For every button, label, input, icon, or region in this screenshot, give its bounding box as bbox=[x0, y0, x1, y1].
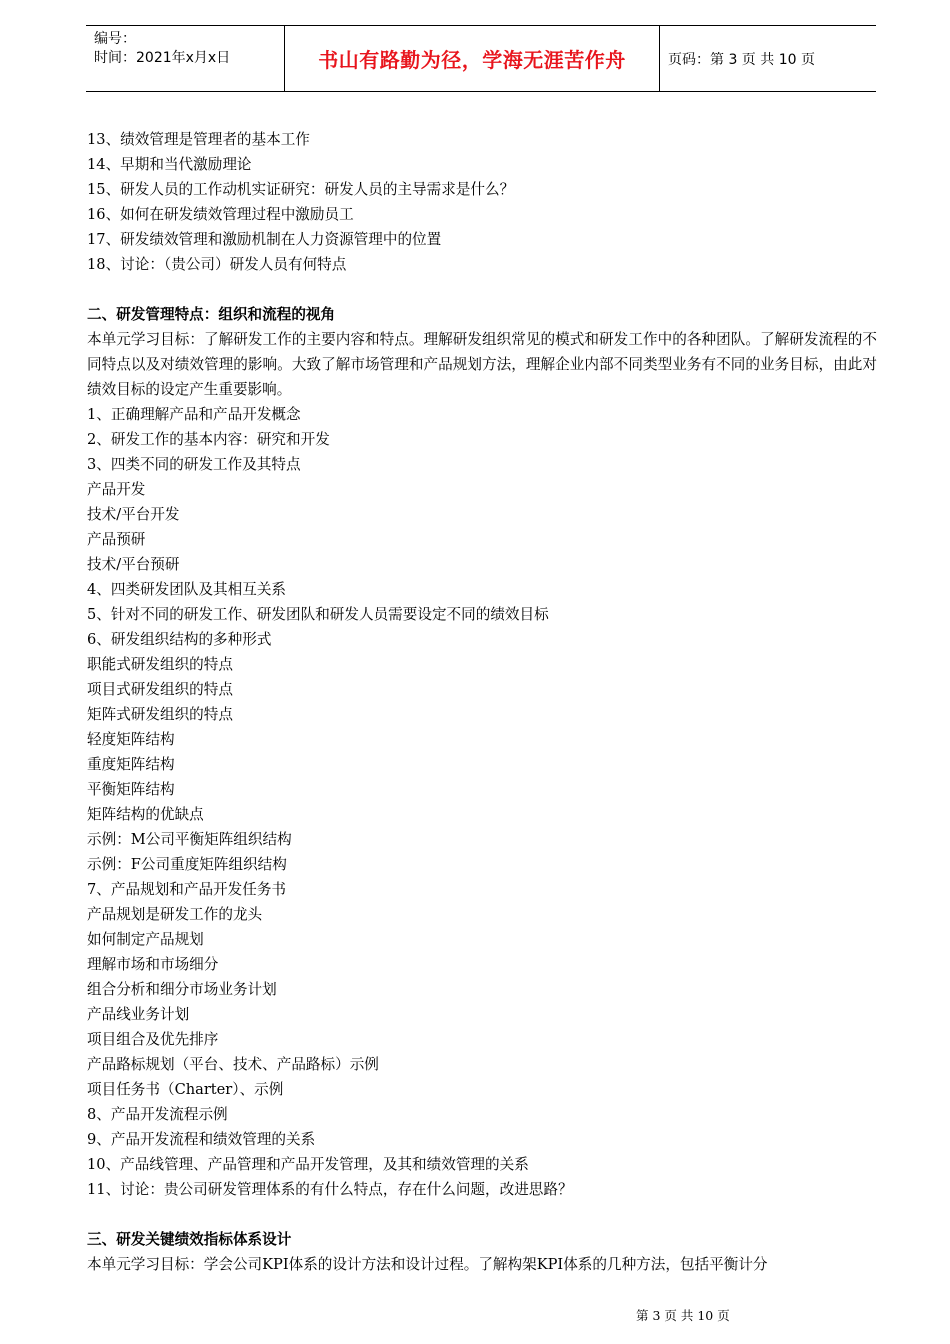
list-item: 项目组合及优先排序 bbox=[87, 1031, 219, 1048]
page-header bbox=[86, 25, 876, 92]
list-item: 产品规划是研发工作的龙头 bbox=[87, 906, 263, 923]
list-item: 产品路标规划（平台、技术、产品路标）示例 bbox=[87, 1056, 379, 1073]
number-label: 编号： bbox=[94, 31, 136, 47]
list-item: 产品预研 bbox=[87, 531, 146, 548]
list-item: 6、研发组织结构的多种形式 bbox=[87, 631, 272, 648]
list-item: 技术/平台预研 bbox=[87, 556, 180, 573]
list-item: 16、如何在研发绩效管理过程中激励员工 bbox=[87, 206, 354, 223]
list-item: 技术/平台开发 bbox=[87, 506, 180, 523]
header-meta bbox=[86, 26, 285, 91]
list-item: 10、产品线管理、产品管理和产品开发管理，及其和绩效管理的关系 bbox=[87, 1156, 529, 1173]
list-item: 17、研发绩效管理和激励机制在人力资源管理中的位置 bbox=[87, 231, 442, 248]
list-item: 9、产品开发流程和绩效管理的关系 bbox=[87, 1131, 316, 1148]
list-item: 示例：F公司重度矩阵组织结构 bbox=[87, 856, 287, 873]
list-item: 14、早期和当代激励理论 bbox=[87, 156, 252, 173]
list-item: 重度矩阵结构 bbox=[87, 756, 175, 773]
list-item: 产品开发 bbox=[87, 481, 146, 498]
list-item: 示例：M公司平衡矩阵组织结构 bbox=[87, 831, 292, 848]
list-item: 产品线业务计划 bbox=[87, 1006, 190, 1023]
list-item: 5、针对不同的研发工作、研发团队和研发人员需要设定不同的绩效目标 bbox=[87, 606, 549, 623]
section2-heading: 二、研发管理特点：组织和流程的视角 bbox=[87, 306, 336, 323]
list-item: 平衡矩阵结构 bbox=[87, 781, 175, 798]
list-item: 职能式研发组织的特点 bbox=[87, 656, 233, 673]
list-item: 3、四类不同的研发工作及其特点 bbox=[87, 456, 301, 473]
list-item: 8、产品开发流程示例 bbox=[87, 1106, 228, 1123]
list-item: 理解市场和市场细分 bbox=[87, 956, 219, 973]
header-page-label: 页码：第 3 页 共 10 页 bbox=[668, 51, 815, 68]
page-footer: 第 3 页 共 10 页 bbox=[636, 1308, 730, 1323]
list-item: 13、绩效管理是管理者的基本工作 bbox=[87, 131, 310, 148]
list-item: 轻度矩阵结构 bbox=[87, 731, 175, 748]
time-label: 时间：2021年x月x日 bbox=[94, 50, 231, 66]
list-item: 2、研发工作的基本内容：研究和开发 bbox=[87, 431, 330, 448]
header-motto: 书山有路勤为径，学海无涯苦作舟 bbox=[285, 26, 660, 91]
list-item: 18、讨论：（贵公司）研发人员有何特点 bbox=[87, 256, 347, 273]
document-body bbox=[87, 127, 887, 1277]
section3-heading: 三、研发关键绩效指标体系设计 bbox=[87, 1231, 292, 1248]
list-item: 1、正确理解产品和产品开发概念 bbox=[87, 406, 301, 423]
list-a bbox=[87, 127, 887, 277]
list-item: 7、产品规划和产品开发任务书 bbox=[87, 881, 287, 898]
list-item: 11、讨论：贵公司研发管理体系的有什么特点，存在什么问题，改进思路？ bbox=[87, 1181, 573, 1198]
section2-intro: 本单元学习目标：了解研发工作的主要内容和特点。理解研发组织常见的模式和研发工作中的各种团队。了解研发流程的不同特点以及对绩效管理的影响。大致了解市场管理和产品规划方法，理解企业内部不同类型业务有不同的业务目标，由此对绩效目标的设定产生重要影响。 bbox=[87, 331, 877, 398]
list-item: 矩阵式研发组织的特点 bbox=[87, 706, 233, 723]
list-item: 项目式研发组织的特点 bbox=[87, 681, 233, 698]
section2-list bbox=[87, 402, 887, 1202]
list-item: 组合分析和细分市场业务计划 bbox=[87, 981, 277, 998]
list-item: 项目任务书（Charter）、示例 bbox=[87, 1081, 284, 1098]
list-item: 4、四类研发团队及其相互关系 bbox=[87, 581, 287, 598]
section3-intro: 本单元学习目标：学会公司KPI体系的设计方法和设计过程。了解构架KPI体系的几种方法，包括平衡计分 bbox=[87, 1256, 768, 1273]
list-item: 15、研发人员的工作动机实证研究：研发人员的主导需求是什么？ bbox=[87, 181, 515, 198]
list-item: 如何制定产品规划 bbox=[87, 931, 204, 948]
list-item: 矩阵结构的优缺点 bbox=[87, 806, 204, 823]
